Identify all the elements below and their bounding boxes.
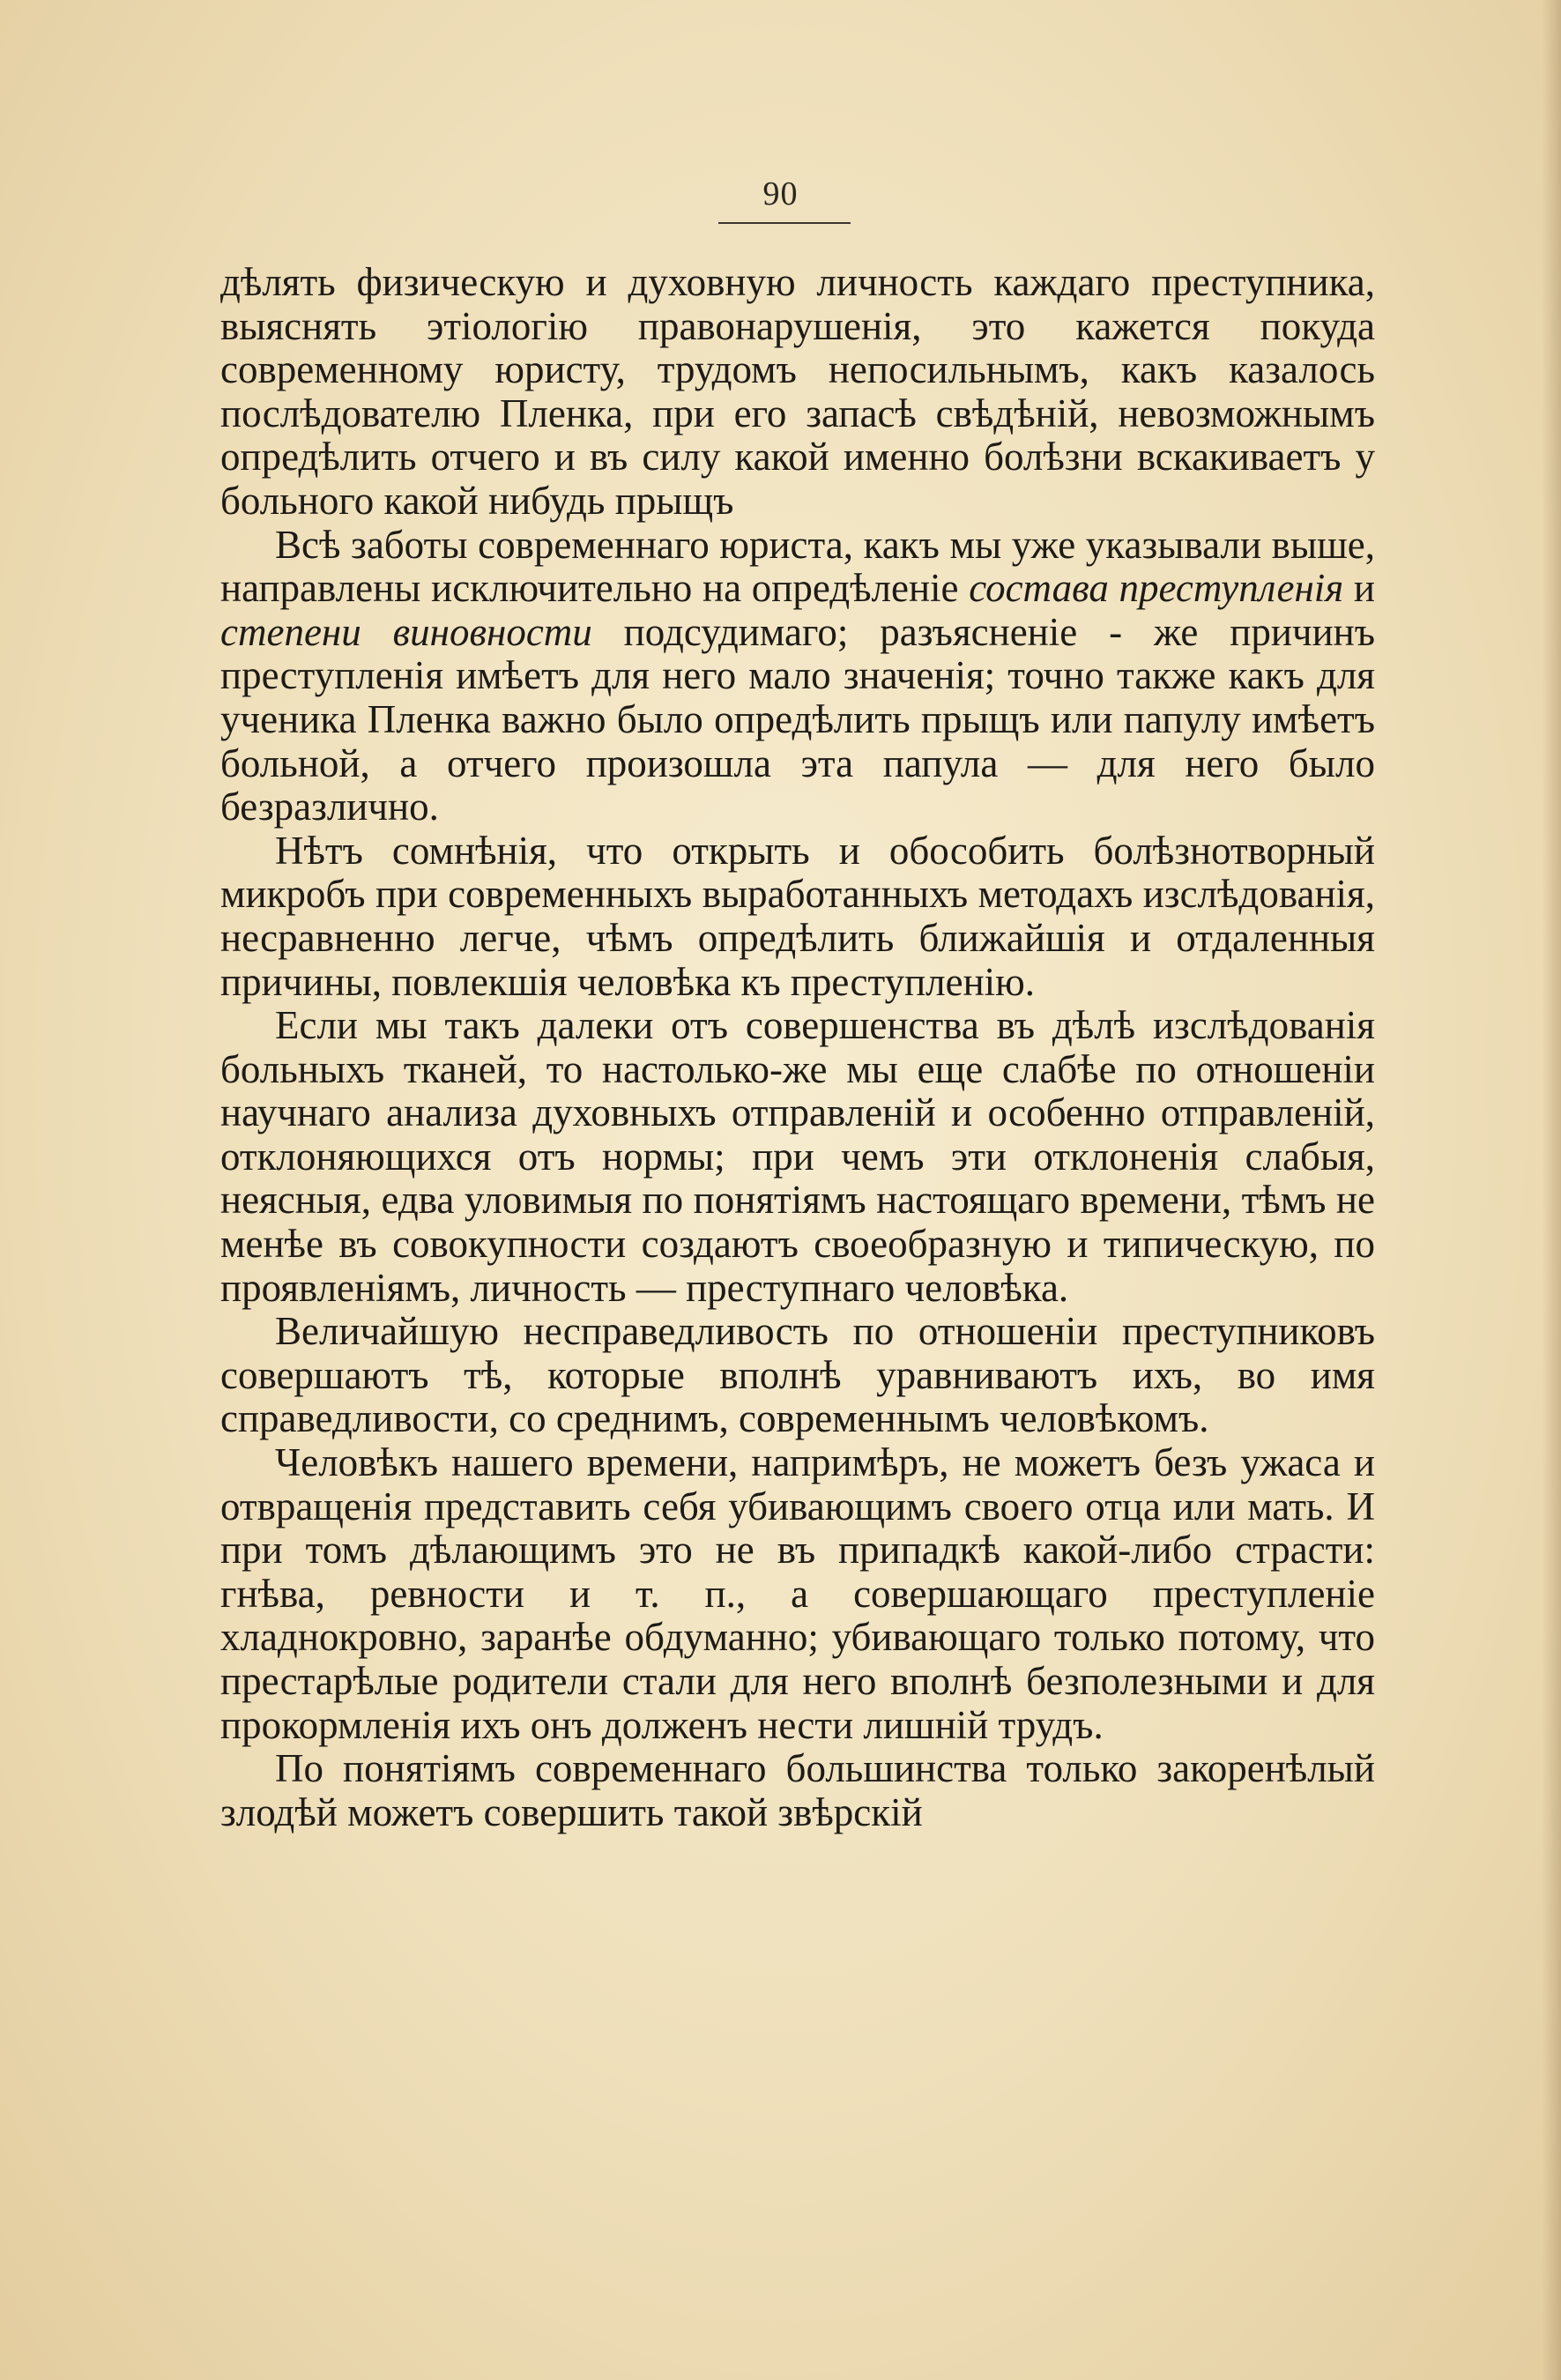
paragraph [220, 261, 1375, 524]
paragraph [220, 829, 1375, 1004]
page-number: 90 [762, 175, 799, 212]
italic-term: степени виновности [220, 609, 592, 654]
text-run: Величайшую несправедливость по отношеніи преступниковъ совершаютъ тѣ, которые вполнѣ уравниваютъ ихъ, во имя справедливости, со среднимъ, современнымъ человѣкомъ. [220, 1309, 1375, 1441]
text-run: Всѣ заботы современнаго юриста, какъ мы уже указывали выше, направлены исключительно на опредѣленіе [220, 522, 1375, 611]
page-number-rule [718, 222, 851, 224]
page-edge-shadow [1542, 0, 1561, 2380]
text-run: подсудимаго; разъясненіе - же причинъ преступленія имѣетъ для него мало значенія; точно также какъ для ученика Пленка важно было опредѣлить прыщъ или папулу имѣетъ больной, а отчего произошла эта папула — для него было безразлично. [220, 609, 1375, 829]
paragraph [220, 1747, 1375, 1834]
text-run: дѣлять физическую и духовную личность каждаго преступника, выяснять этіологію правонарушенія, это кажется покуда современному юристу, трудомъ непосильнымъ, какъ казалось послѣдователю Пленка, при его запасѣ свѣдѣній, невозможнымъ опредѣлить отчего и въ силу какой именно болѣзни вскакиваетъ у больного какой нибудь прыщъ [220, 260, 1375, 523]
text-run: По понятіямъ современнаго большинства только закоренѣлый злодѣй можетъ совершить такой звѣрскій [220, 1746, 1375, 1834]
text-run: и [1343, 566, 1375, 611]
text-run: Человѣкъ нашего времени, напримѣръ, не можетъ безъ ужаса и отвращенія представить себя убивающимъ своего отца или мать. И при томъ дѣлающимъ это не въ припадкѣ какой-либо страсти: гнѣва, ревности и т. п., а совершающаго преступленіе хладнокровно, заранѣе обдуманно; убивающаго только потому, что престарѣлые родители стали для него вполнѣ безполезными и для прокормленія ихъ онъ долженъ нести лишній трудъ. [220, 1440, 1375, 1747]
italic-term: состава преступленія [969, 566, 1344, 611]
paragraph [220, 1310, 1375, 1441]
paragraph [220, 524, 1375, 829]
text-run: Если мы такъ далеки отъ совершенства въ дѣлѣ изслѣдованія больныхъ тканей, то настолько-же мы еще слабѣе по отношеніи научнаго анализа духовныхъ отправленій и особенно отправленій, отклоняющихся отъ нормы; при чемъ эти отклоненія слабыя, неясныя, едва уловимыя по понятіямъ настоящаго времени, тѣмъ не менѣе въ совокупности создаютъ своеобразную и типическую, по проявленіямъ, личность — преступнаго человѣка. [220, 1003, 1375, 1310]
body-text [220, 261, 1375, 1834]
paragraph [220, 1441, 1375, 1747]
text-run: Нѣтъ сомнѣнія, что открыть и обособить болѣзнотворный микробъ при современныхъ выработанныхъ методахъ изслѣдованія, несравненно легче, чѣмъ опредѣлить ближайшія и отдаленныя причины, повлекшія человѣка къ преступленію. [220, 828, 1375, 1004]
paragraph [220, 1004, 1375, 1310]
